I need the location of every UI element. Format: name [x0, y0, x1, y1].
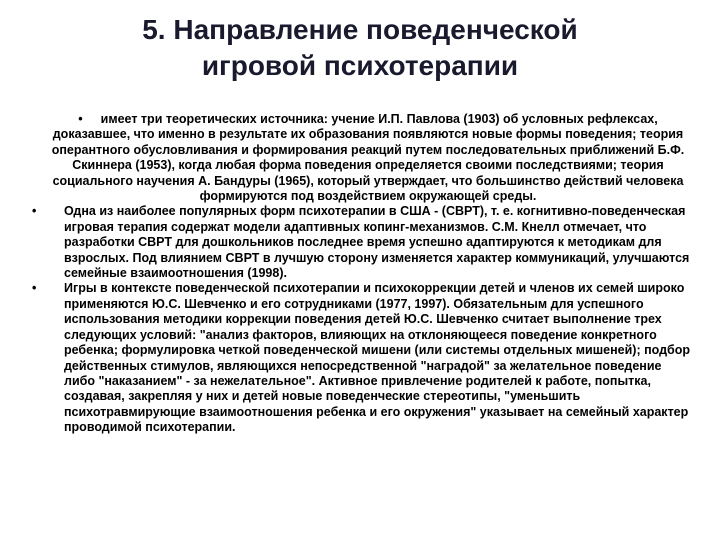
bullet-item-sources — [48, 112, 688, 204]
bullet-marker: • — [78, 112, 83, 126]
slide-title-line-1: 5. Направление поведенческой — [142, 14, 578, 45]
bullet-item-text: имеет три теоретических источника: учение И.П. Павлова (1903) об условных рефлексах, доказавшее, что именно в результате их образования появляются новые формы поведения; теория оперантного обусловливания и формирования реакций путем последовательных приближений Б.Ф. Скиннера (1953), когда любая форма поведения определяется своими последствиями; теория социального научения А. Бандуры (1965), который утверждает, что большинство действий человека формируются под воздействием окружающей среды. — [51, 112, 685, 204]
bullet-marker: • — [32, 204, 37, 219]
slide-body — [0, 112, 720, 436]
bullet-item-text: Одна из наиболее популярных форм психотерапии в США - (СВРТ), т. е. когнитивно-поведенческая игровая терапия содержат модели адаптивных копинг-механизмов. С.М. Кнелл отмечает, что разработки СВРТ для дошкольников последнее время успешно адаптируются к методикам для взрослых. Под влиянием СВРТ в лучшую сторону изменяется характер коммуникаций, улучшаются семейные взаимоотношения (1998). — [64, 204, 690, 281]
bullet-item-text: Игры в контексте поведенческой психотерапии и психокоррекции детей и членов их семей широко применяются Ю.С. Шевченко и его сотрудниками (1977, 1997). Обязательным для успешного использования методики коррекции поведения детей Ю.С. Шевченко считает выполнение трех следующих условий: "анализ факторов, влияющих на отклоняющееся поведение конкретного ребенка; формулировка четкой поведенческой мишени (или системы отдельных мишеней); подбор действенных стимулов, являющихся непосредственной "наградой" за желательное поведение либо "наказанием" - за нежелательное". Активное привлечение родителей к работе, попытка, создавая, закрепляя у них и детей новые поведенческие стереотипы, "уменьшить психотравмирующие взаимоотношения ребенка и его окружения" указывает на семейный характер проводимой психотерапии. — [64, 281, 691, 435]
slide-title — [40, 12, 680, 84]
bullet-item-cbpt — [0, 204, 720, 281]
bullet-marker: • — [32, 281, 37, 296]
bullet-item-shevchenko — [0, 281, 720, 435]
slide-title-line-2: игровой психотерапии — [201, 50, 519, 81]
